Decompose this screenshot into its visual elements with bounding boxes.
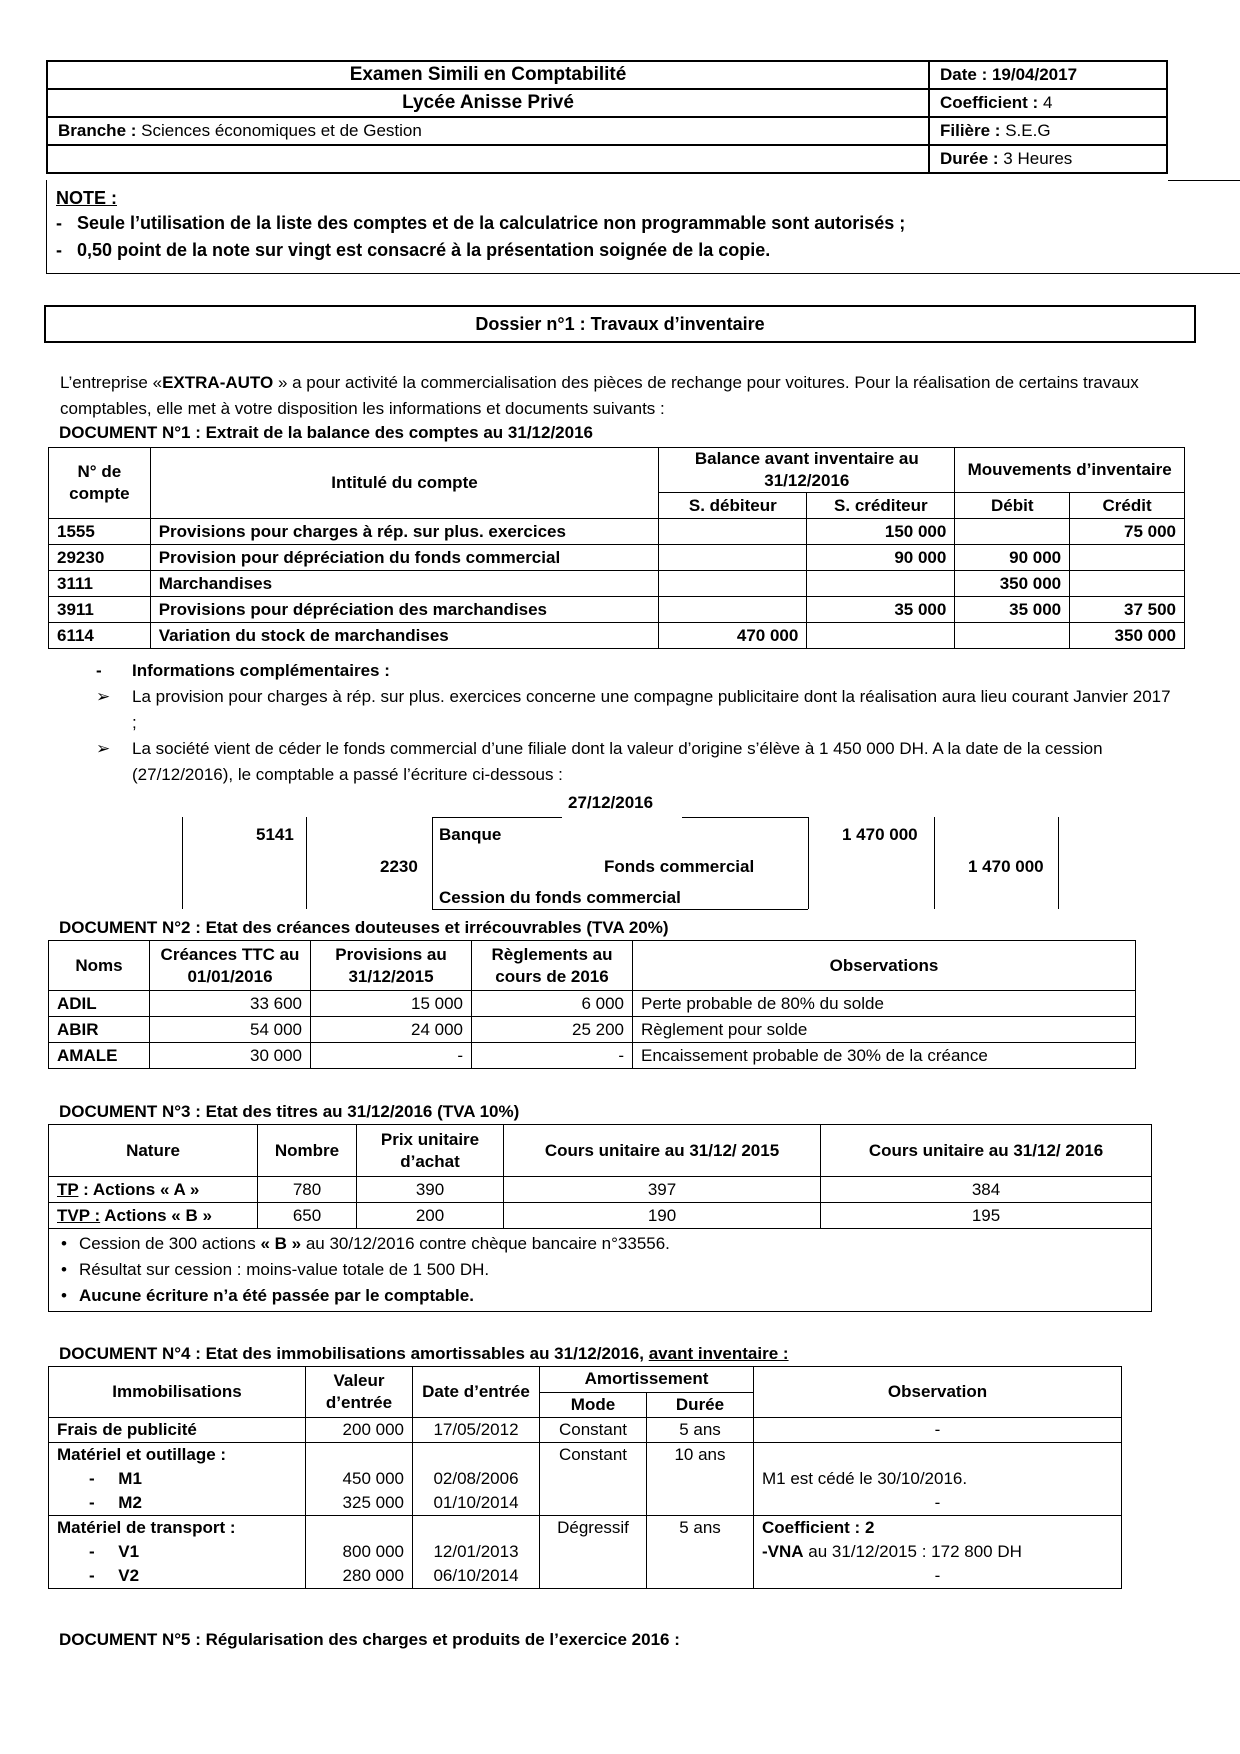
note-line-2: - 0,50 point de la note sur vingt est consacré à la présentation soignée de la copie. [56,240,771,260]
table-row: ADIL 33 600 15 000 6 000 Perte probable de 80% du solde [49,991,1136,1017]
intro-paragraph: L’entreprise «EXTRA-AUTO » a pour activité la commercialisation des pièces de rechange pour voitures. Pour la réalisation de certains travaux comptables, elle met à votre disposition les informations et documents suivants : [60,373,1139,418]
col-s-debiteur: S. débiteur [659,493,807,519]
bullet-icon: • [61,1286,67,1305]
bullet-icon: • [61,1234,67,1253]
table-row: Matériel et outillage : Constant 10 ans [49,1443,1122,1468]
exam-header-table [46,60,1168,174]
table-row: TVP : Actions « B » 650 200 190 195 [49,1203,1152,1229]
table-row: - V2 280 000 06/10/2014 - [49,1564,1122,1589]
table-row: 6114 Variation du stock de marchandises 470 000 350 000 [49,623,1185,649]
col-debit: Débit [955,493,1070,519]
journal-date-line-left [432,817,562,818]
journal-credit-label: Fonds commercial [604,857,755,876]
journal-debit-amount: 1 470 000 [842,825,918,844]
journal-credit-account: 2230 [380,857,418,876]
doc4-title: DOCUMENT N°4 : Etat des immobilisations amortissables au 31/12/2016, avant inventaire : [59,1344,789,1363]
note-title: NOTE : [56,188,117,208]
journal-credit-amount: 1 470 000 [968,857,1044,876]
info-section [96,658,1176,788]
col-intitule: Intitulé du compte [150,448,659,519]
table-row: 3111 Marchandises 350 000 [49,571,1185,597]
arrow-bullet-icon: ➢ [96,687,111,706]
table-row: - V1 800 000 12/01/2013 -VNA au 31/12/2015 : 172 800 DH [49,1540,1122,1564]
journal-date-line-right [682,817,808,818]
titres-notes [49,1229,1152,1312]
doc2-title: DOCUMENT N°2 : Etat des créances douteuses et irrécouvrables (TVA 20%) [59,918,669,937]
info-item: ➢ La société vient de céder le fonds commercial d’une filiale dont la valeur d’origine s’élève à 1 450 000 DH. A la date de la cession (27/12/2016), le comptable a passé l’écriture ci-dessous : [96,736,1176,788]
table-row: 1555 Provisions pour charges à rép. sur plus. exercices 150 000 75 000 [49,519,1185,545]
bullet-icon: • [61,1260,67,1279]
school-name: Lycée Anisse Privé [47,89,929,117]
note-section [56,190,1236,264]
table-row: 3911 Provisions pour dépréciation des marchandises 35 000 35 000 37 500 [49,597,1185,623]
journal-col-line [934,817,935,909]
journal-col-line [306,817,307,909]
immobilisations-table: Immobilisations Valeur d’entrée Date d’entrée Amortissement Observation Mode Durée Frais de publicité 200 000 17/05/2012 Constant 5 ans - Matériel et outillage : Constant 10 ans - M1 450 000 02/08/2006 M1 est cédé le 30/10/2016. - M2 325 000 01/10/2014 - Matériel de transport : Dégressif 5 ans Coefficient : 2 - V1 800 000 12/01/2013 -VNA au 31/12/2015 : 172 800 DH - V2 280 000 06/10/2014 - [48,1366,1122,1589]
balance-table [48,447,1185,649]
exam-branche: Branche : Sciences économiques et de Gestion [47,117,929,145]
col-balance: Balance avant inventaire au 31/12/2016 [659,448,955,493]
exam-date: Date : 19/04/2017 [929,61,1167,89]
note-line-1: - Seule l’utilisation de la liste des comptes et de la calculatrice non programmable sont autorisés ; [56,213,906,233]
journal-col-line [1058,817,1059,909]
table-row: - M2 325 000 01/10/2014 - [49,1491,1122,1516]
journal-col-line [432,817,433,909]
note-item: • Résultat sur cession : moins-value totale de 1 500 DH. [79,1257,1143,1283]
journal-libelle: Cession du fonds commercial [439,888,681,907]
exam-title: Examen Simili en Comptabilité [47,61,929,89]
company-name: EXTRA-AUTO [162,373,274,392]
arrow-bullet-icon: ➢ [96,739,111,758]
table-row: - M1 450 000 02/08/2006 M1 est cédé le 30/10/2016. [49,1467,1122,1491]
table-row: ABIR 54 000 24 000 25 200 Règlement pour solde [49,1017,1136,1043]
table-row: TP : Actions « A » 780 390 397 384 [49,1177,1152,1203]
doc5-title: DOCUMENT N°5 : Régularisation des charges et produits de l’exercice 2016 : [59,1630,680,1649]
dossier-title: Dossier n°1 : Travaux d’inventaire [44,305,1196,343]
col-credit: Crédit [1070,493,1185,519]
journal-debit-account: 5141 [256,825,294,844]
journal-col-line [808,817,809,909]
note-item: • Cession de 300 actions « B » au 30/12/2016 contre chèque bancaire n°33556. [79,1231,1143,1257]
exam-duree: Durée : 3 Heures [929,145,1167,173]
note-top-border [1168,180,1240,181]
creances-table: Noms Créances TTC au 01/01/2016 Provisions au 31/12/2015 Règlements au cours de 2016 Observations ADIL 33 600 15 000 6 000 Perte probable de 80% du solde ABIR 54 000 24 000 25 200 Règlement pour solde AMALE 30 000 - - Encaissement probable de 30% de la créance [48,940,1136,1069]
journal-date: 27/12/2016 [568,793,654,812]
note-bottom-border [46,273,1240,274]
col-s-crediteur: S. créditeur [807,493,955,519]
journal-bottom-line [432,909,808,910]
info-title: - Informations complémentaires : [96,661,390,680]
exam-filiere: Filière : S.E.G [929,117,1167,145]
note-left-border [46,180,47,274]
note-item: • Aucune écriture n’a été passée par le comptable. [79,1283,1143,1309]
titres-table: Nature Nombre Prix unitaire d’achat Cours unitaire au 31/12/ 2015 Cours unitaire au 31/12/ 2016 TP : Actions « A » 780 390 397 384 TVP : Actions « B » 650 200 190 195 • Cession de 300 actions « B » au 30/12/2016 contre chèque bancaire n°33556. • Résultat sur cession : moins-value totale de 1 500 DH. • Aucune écriture n’a été passée par le comptable. [48,1124,1152,1312]
journal-debit-label: Banque [439,825,502,844]
doc3-title: DOCUMENT N°3 : Etat des titres au 31/12/2016 (TVA 10%) [59,1102,520,1121]
doc1-title: DOCUMENT N°1 : Extrait de la balance des comptes au 31/12/2016 [59,423,593,442]
table-row: Frais de publicité 200 000 17/05/2012 Constant 5 ans - [49,1418,1122,1443]
table-row: 29230 Provision pour dépréciation du fonds commercial 90 000 90 000 [49,545,1185,571]
col-num: N° de compte [49,448,151,519]
table-row: AMALE 30 000 - - Encaissement probable de 30% de la créance [49,1043,1136,1069]
table-row: Matériel de transport : Dégressif 5 ans Coefficient : 2 [49,1516,1122,1541]
col-mouvements: Mouvements d’inventaire [955,448,1185,493]
journal-col-line [182,817,183,909]
empty-cell [47,145,929,173]
info-item: ➢ La provision pour charges à rép. sur plus. exercices concerne une compagne publicitaire dont la réalisation aura lieu courant Janvier 2017 ; [96,684,1176,736]
exam-coefficient: Coefficient : 4 [929,89,1167,117]
